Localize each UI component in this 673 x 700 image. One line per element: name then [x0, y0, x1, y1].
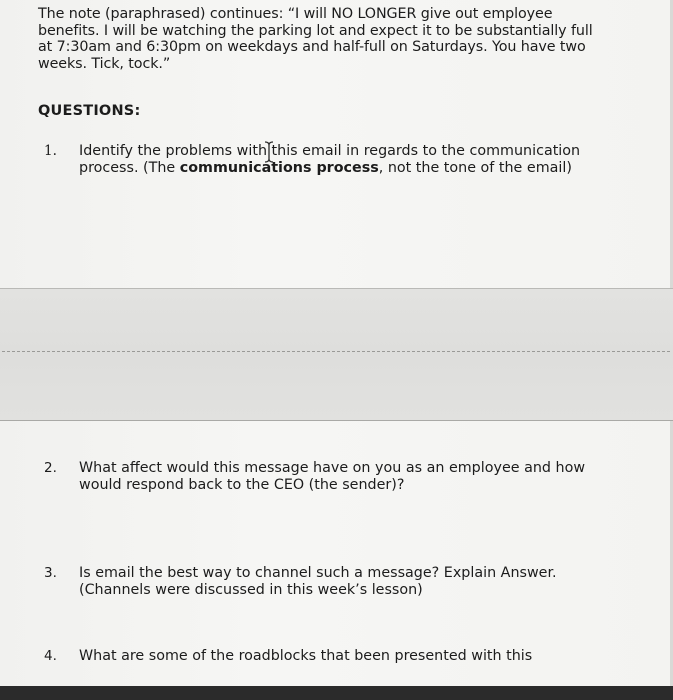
intro-paragraph: The note (paraphrased) continues: “I will NO LONGER give out employee benefits. I will be watching the parking lot and expect it to be substantially full at 7:30am and 6:30pm on weekdays and half-full on Saturdays. You have two weeks. Tick, tock.” [38, 6, 593, 72]
bottom-bar [0, 686, 673, 700]
question-number: 1. [44, 143, 57, 159]
question-text-part: , not the tone of the email) [378, 159, 572, 176]
question-number: 3. [44, 565, 57, 581]
question-number: 4. [44, 648, 57, 664]
dashed-separator [2, 351, 670, 352]
questions-heading: QUESTIONS: [38, 103, 141, 119]
text-cursor-icon [262, 141, 276, 163]
question-text [79, 143, 599, 176]
answer-area[interactable] [0, 288, 673, 421]
question-number: 2. [44, 460, 57, 476]
question-text: What affect would this message have on you as an employee and how would respond back to the CEO (the sender)? [79, 460, 586, 493]
question-text-bold: communications process [179, 159, 379, 176]
question-text-part: Identify the problems with this email in regards to the communication process. (The [79, 143, 581, 176]
question-text: Is email the best way to channel such a message? Explain Answer. (Channels were discussed in this week’s lesson) [79, 565, 557, 598]
question-text: What are some of the roadblocks that been presented with this [79, 648, 533, 664]
